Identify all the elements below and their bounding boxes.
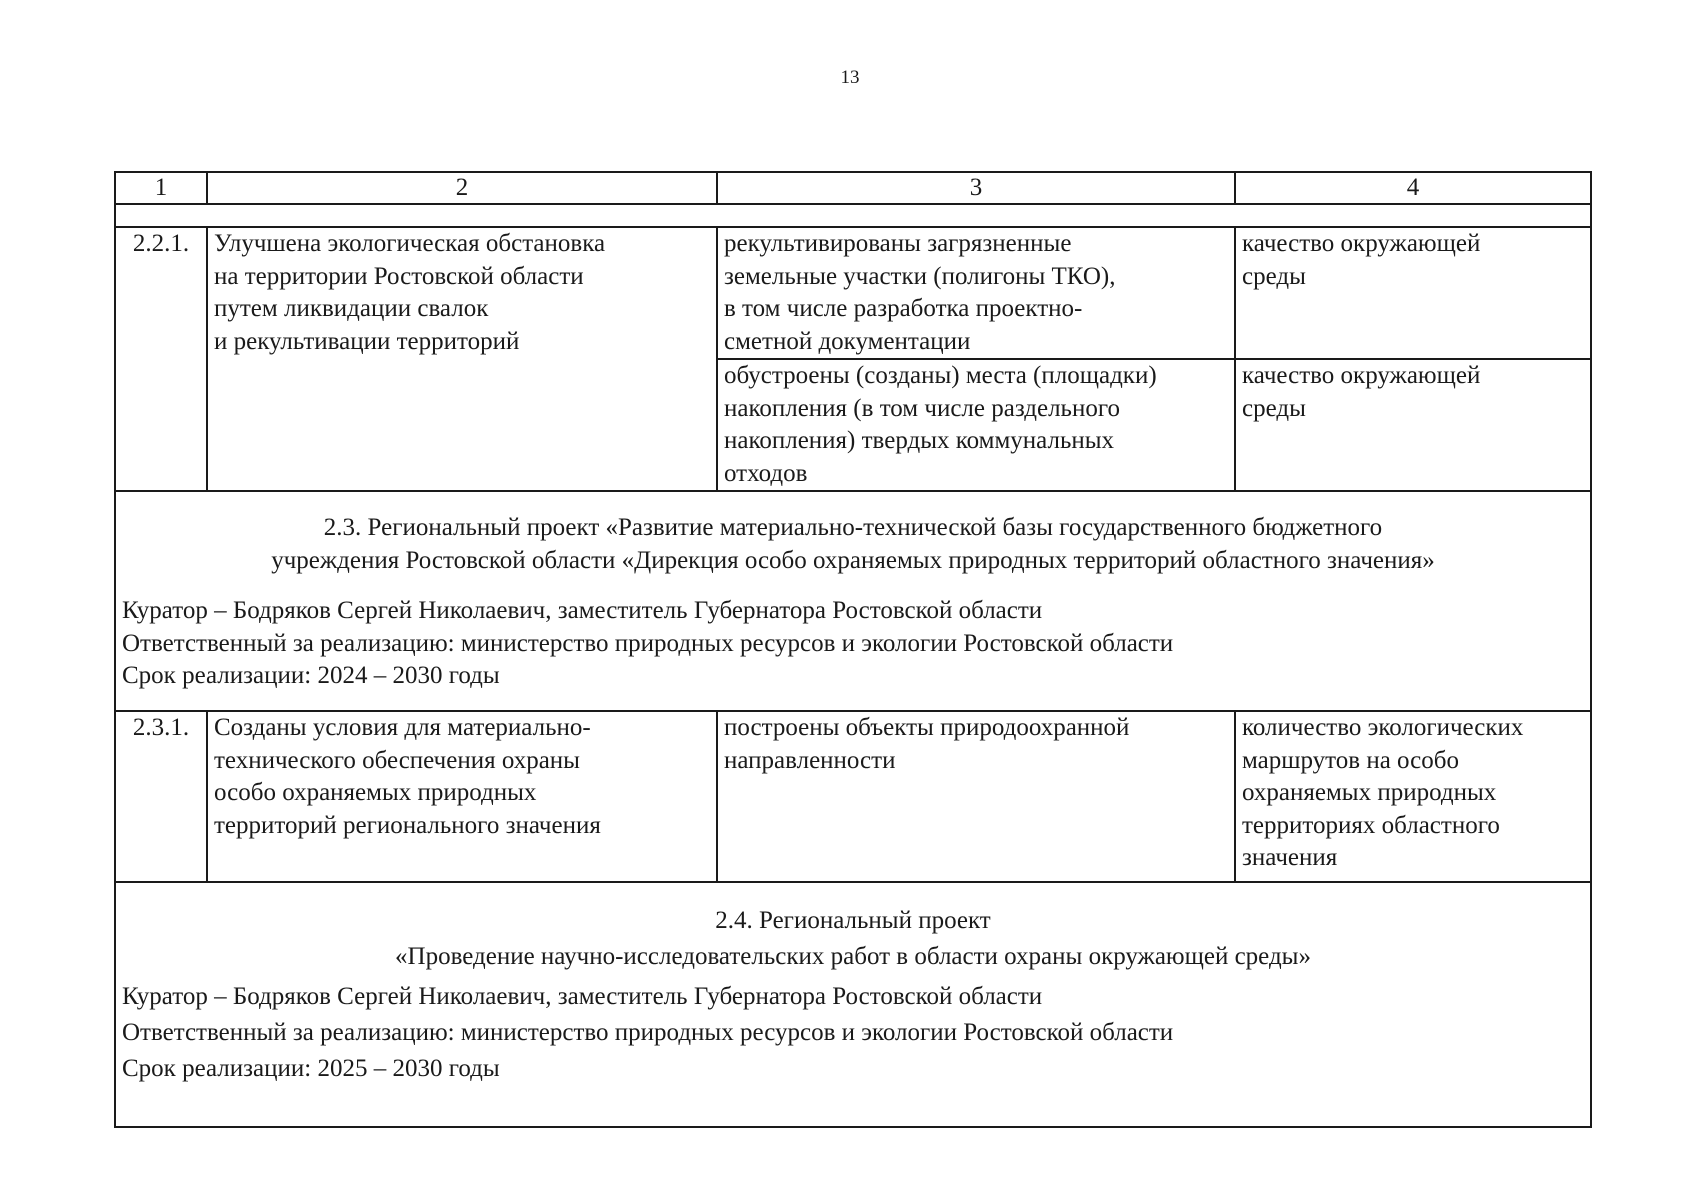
section-row bbox=[115, 882, 1591, 1127]
text-line: направленности bbox=[724, 746, 896, 774]
text-line: рекультивированы загрязненные bbox=[724, 230, 1072, 257]
text-line: Созданы условия для материально- bbox=[214, 714, 591, 741]
text-line: и рекультивации территорий bbox=[214, 327, 520, 355]
section-2-4 bbox=[115, 882, 1591, 1127]
page-number: 13 bbox=[840, 67, 860, 88]
text-line: технического обеспечения охраны bbox=[214, 746, 580, 774]
text-line: территориях областного bbox=[1242, 811, 1500, 839]
section-2-3 bbox=[115, 491, 1591, 711]
section-title bbox=[122, 512, 1584, 577]
text-line: на территории Ростовской области bbox=[214, 262, 584, 290]
measures-table bbox=[114, 171, 1592, 1128]
title-line: учреждения Ростовской области «Дирекция особо охраняемых природных территорий областного значения» bbox=[271, 546, 1435, 574]
table-row bbox=[115, 711, 1591, 882]
text-line: обустроены (созданы) места (площадки) bbox=[724, 362, 1157, 389]
text-line: охраняемых природных bbox=[1242, 779, 1497, 806]
column-number-1: 1 bbox=[115, 172, 207, 204]
section-title bbox=[122, 903, 1584, 975]
text-line: накопления) твердых коммунальных bbox=[724, 427, 1115, 454]
text-line: в том числе разработка проектно- bbox=[724, 295, 1083, 322]
period-text: Срок реализации: 2025 – 2030 годы bbox=[122, 1055, 500, 1082]
text-line: земельные участки (полигоны ТКО), bbox=[724, 262, 1116, 290]
characteristic-cell bbox=[1235, 227, 1591, 359]
table-header-row bbox=[115, 172, 1591, 204]
curator-text: Куратор – Бодряков Сергей Николаевич, заместитель Губернатора Ростовской области bbox=[122, 597, 1043, 624]
title-line: 2.3. Региональный проект «Развитие материально-технической базы государственного бюджетного bbox=[323, 514, 1383, 541]
table-row bbox=[115, 227, 1591, 359]
text-line: среды bbox=[1242, 394, 1306, 422]
text-line: Улучшена экологическая обстановка bbox=[214, 230, 606, 257]
section-row bbox=[115, 491, 1591, 711]
text-line: путем ликвидации свалок bbox=[214, 295, 489, 322]
spacer-cell bbox=[115, 204, 1591, 227]
text-line: отходов bbox=[724, 459, 808, 487]
characteristic-cell bbox=[1235, 359, 1591, 491]
text-line: качество окружающей bbox=[1242, 362, 1481, 389]
text-line: территорий регионального значения bbox=[214, 811, 601, 839]
period-text: Срок реализации: 2024 – 2030 годы bbox=[122, 662, 500, 689]
row-number: 2.3.1. bbox=[115, 711, 207, 882]
responsible-text: Ответственный за реализацию: министерство природных ресурсов и экологии Ростовской области bbox=[122, 629, 1174, 657]
row-number: 2.2.1. bbox=[115, 227, 207, 491]
task-cell bbox=[207, 711, 717, 882]
spacer-row bbox=[115, 204, 1591, 227]
column-number-4: 4 bbox=[1235, 172, 1591, 204]
column-number-3: 3 bbox=[717, 172, 1235, 204]
responsible-text: Ответственный за реализацию: министерство природных ресурсов и экологии Ростовской области bbox=[122, 1019, 1174, 1046]
text-line: среды bbox=[1242, 262, 1306, 290]
text-line: значения bbox=[1242, 844, 1338, 871]
title-line: 2.4. Региональный проект bbox=[715, 907, 991, 934]
text-line: маршрутов на особо bbox=[1242, 746, 1459, 774]
text-line: построены объекты природоохранной bbox=[724, 714, 1130, 741]
characteristic-cell bbox=[1235, 711, 1591, 882]
curator-text: Куратор – Бодряков Сергей Николаевич, заместитель Губернатора Ростовской области bbox=[122, 983, 1043, 1010]
text-line: накопления (в том числе раздельного bbox=[724, 394, 1120, 422]
result-cell bbox=[717, 227, 1235, 359]
text-line: сметной документации bbox=[724, 327, 971, 355]
result-cell bbox=[717, 359, 1235, 491]
column-number-2: 2 bbox=[207, 172, 717, 204]
title-line: «Проведение научно-исследовательских работ в области охраны окружающей среды» bbox=[395, 943, 1311, 970]
result-cell bbox=[717, 711, 1235, 882]
text-line: особо охраняемых природных bbox=[214, 779, 537, 806]
task-cell bbox=[207, 227, 717, 491]
text-line: качество окружающей bbox=[1242, 230, 1481, 257]
text-line: количество экологических bbox=[1242, 714, 1524, 741]
